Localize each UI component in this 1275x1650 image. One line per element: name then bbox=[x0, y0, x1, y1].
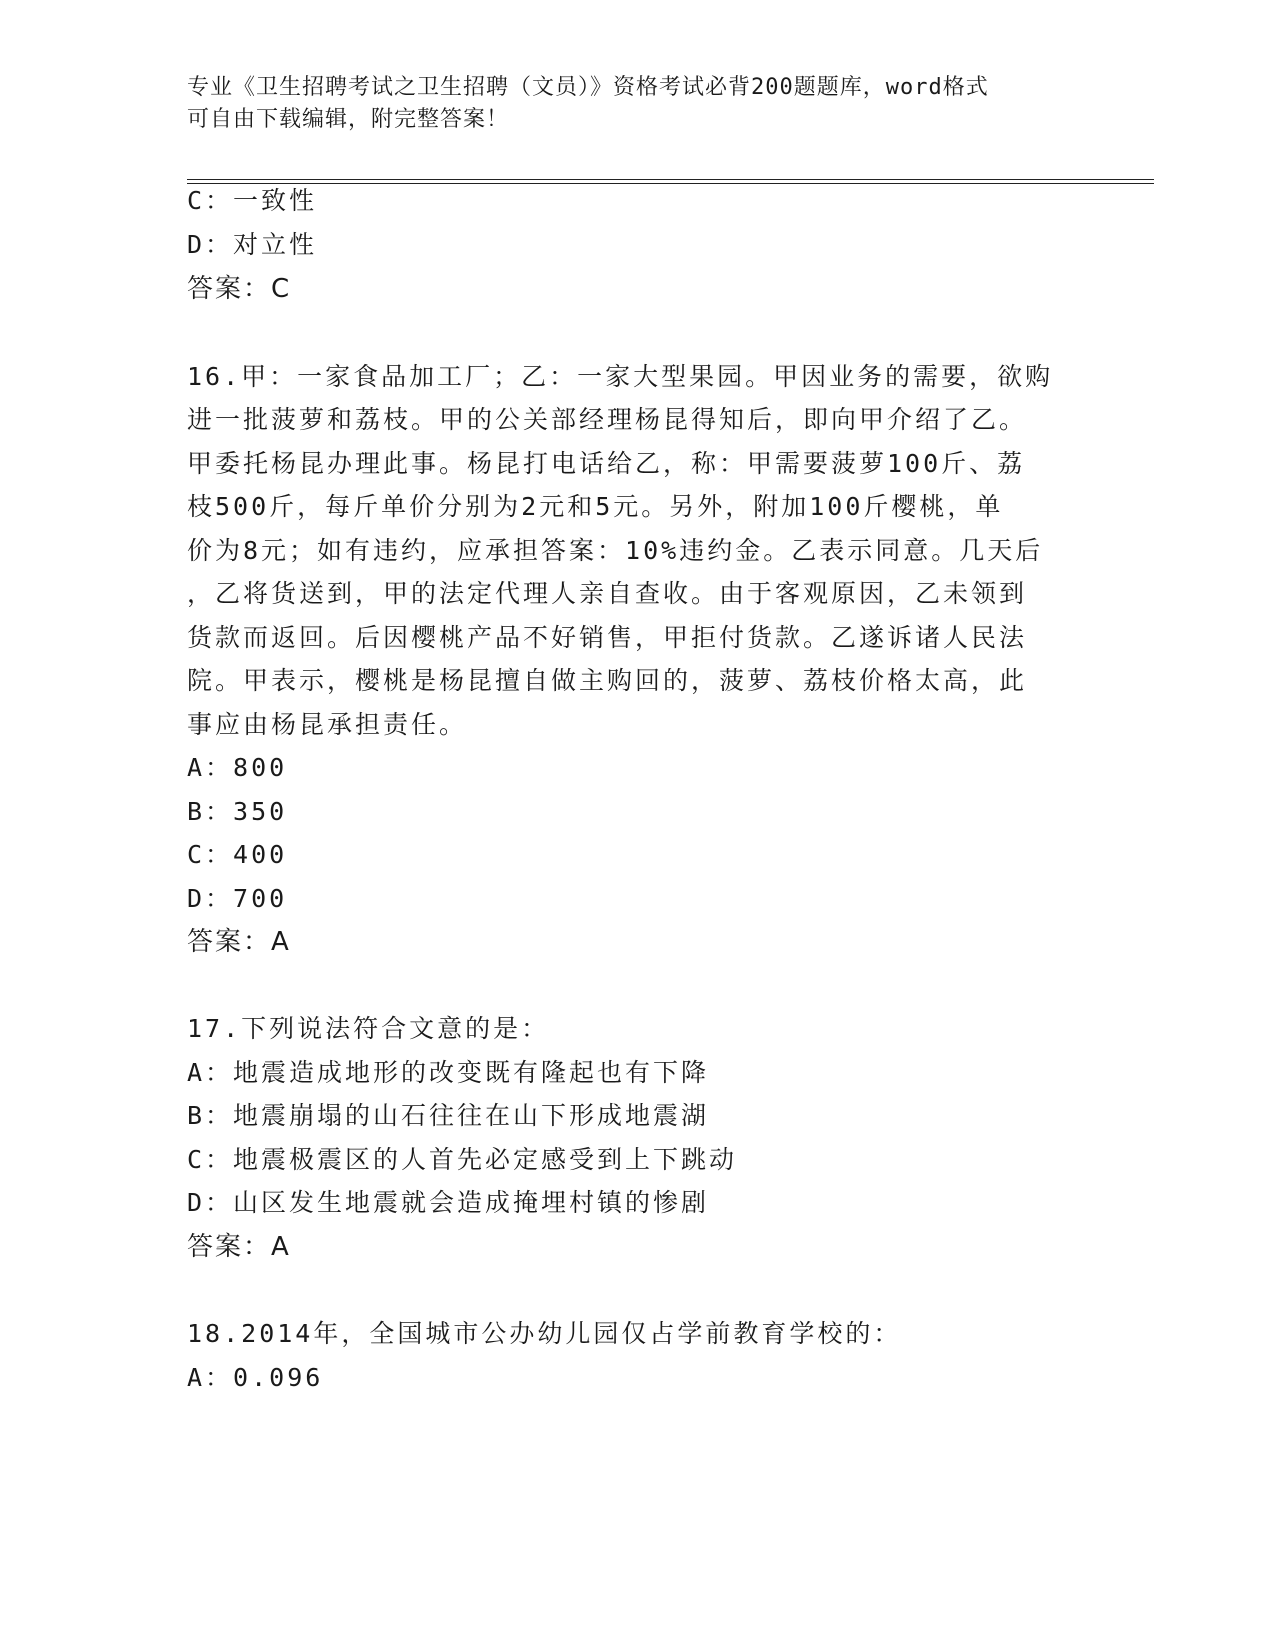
q16-option-b: B：350 bbox=[187, 797, 288, 826]
q17-option-a: A：地震造成地形的改变既有隆起也有下降 bbox=[187, 1058, 710, 1087]
q15-option-d: D：对立性 bbox=[187, 230, 318, 259]
document-header bbox=[187, 72, 1067, 136]
q16-option-d: D：700 bbox=[187, 884, 288, 913]
q16-stem-line: 价为8元；如有违约，应承担答案：10%违约金。乙表示同意。几天后 bbox=[187, 536, 1044, 565]
q17-answer: 答案：A bbox=[187, 1232, 291, 1262]
q15-answer: 答案：C bbox=[187, 274, 292, 304]
q18-stem: 18.2014年，全国城市公办幼儿园仅占学前教育学校的： bbox=[187, 1319, 902, 1348]
header-rule-bottom bbox=[187, 183, 1154, 184]
q16-stem-line: 货款而返回。后因樱桃产品不好销售，甲拒付货款。乙遂诉诸人民法 bbox=[187, 623, 1028, 652]
q18-option-a: A：0.096 bbox=[187, 1363, 324, 1392]
q16-stem-line: 枝500斤，每斤单价分别为2元和5元。另外，附加100斤樱桃，单 bbox=[187, 492, 1004, 521]
q16-stem-line: 甲委托杨昆办理此事。杨昆打电话给乙，称：甲需要菠萝100斤、荔 bbox=[187, 449, 1026, 478]
q17-option-d: D：山区发生地震就会造成掩埋村镇的惨剧 bbox=[187, 1188, 710, 1217]
q17-stem: 17.下列说法符合文意的是： bbox=[187, 1014, 550, 1043]
q16-stem-line: 院。甲表示，樱桃是杨昆擅自做主购回的，菠萝、荔枝价格太高，此 bbox=[187, 666, 1028, 695]
q16-stem-line: 16.甲：一家食品加工厂；乙：一家大型果园。甲因业务的需要，欲购 bbox=[187, 362, 1054, 391]
q16-stem-line: 事应由杨昆承担责任。 bbox=[187, 710, 468, 739]
q16-stem-line: 进一批菠萝和荔枝。甲的公关部经理杨昆得知后，即向甲介绍了乙。 bbox=[187, 405, 1028, 434]
header-rule-top bbox=[187, 179, 1154, 180]
q16-answer: 答案：A bbox=[187, 927, 291, 957]
header-title-line-1: 专业《卫生招聘考试之卫生招聘（文员）》资格考试必背200题题库，word格式 bbox=[187, 75, 989, 100]
q16-option-c: C：400 bbox=[187, 840, 288, 869]
header-title-line-2: 可自由下载编辑，附完整答案！ bbox=[187, 107, 510, 132]
q15-option-c: C：一致性 bbox=[187, 186, 318, 215]
q17-option-b: B：地震崩塌的山石往往在山下形成地震湖 bbox=[187, 1101, 710, 1130]
q16-stem-line: ，乙将货送到，甲的法定代理人亲自查收。由于客观原因，乙未领到 bbox=[187, 579, 1028, 608]
q17-option-c: C：地震极震区的人首先必定感受到上下跳动 bbox=[187, 1145, 738, 1174]
q16-option-a: A：800 bbox=[187, 753, 288, 782]
